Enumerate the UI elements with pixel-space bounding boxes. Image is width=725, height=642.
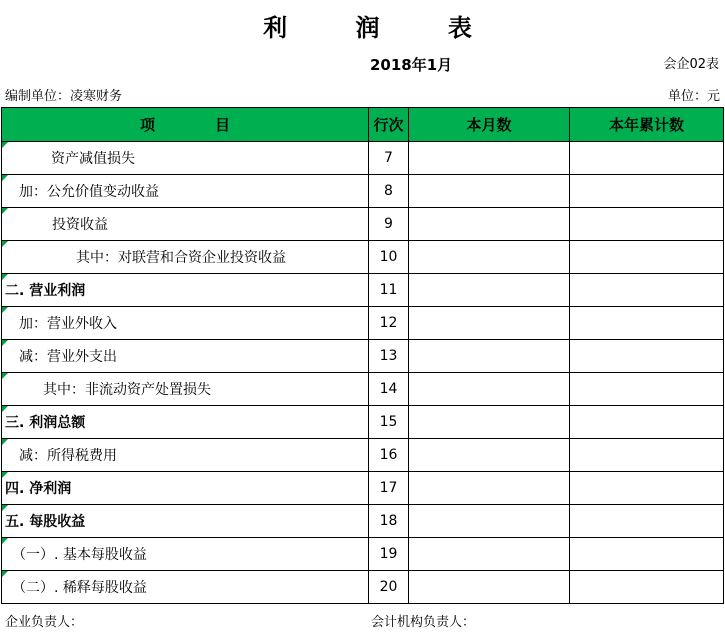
ytd-cell[interactable] — [570, 406, 724, 439]
ytd-cell[interactable] — [570, 340, 724, 373]
header-month: 本月数 — [409, 108, 570, 142]
line-cell[interactable]: 14 — [369, 373, 409, 406]
table-row — [2, 439, 724, 472]
line-cell[interactable]: 7 — [369, 142, 409, 175]
ytd-cell[interactable] — [570, 241, 724, 274]
month-cell[interactable] — [409, 274, 570, 307]
month-cell[interactable] — [409, 175, 570, 208]
table-row — [2, 307, 724, 340]
ytd-cell[interactable] — [570, 439, 724, 472]
item-cell[interactable]: 减：营业外支出 — [2, 340, 369, 373]
line-cell[interactable]: 9 — [369, 208, 409, 241]
ytd-cell[interactable] — [570, 373, 724, 406]
item-cell[interactable]: 五. 每股收益 — [2, 505, 369, 538]
month-cell[interactable] — [409, 406, 570, 439]
ytd-cell[interactable] — [570, 571, 724, 604]
month-cell[interactable] — [409, 472, 570, 505]
month-cell[interactable] — [409, 340, 570, 373]
table-row — [2, 274, 724, 307]
item-cell[interactable]: 减：所得税费用 — [2, 439, 369, 472]
item-cell[interactable]: 三. 利润总额 — [2, 406, 369, 439]
month-cell[interactable] — [409, 505, 570, 538]
form-code: 会企02表 — [663, 57, 719, 72]
ytd-cell[interactable] — [570, 505, 724, 538]
line-cell[interactable]: 8 — [369, 175, 409, 208]
item-cell[interactable]: （一）. 基本每股收益 — [2, 538, 369, 571]
table-row — [2, 406, 724, 439]
month-cell[interactable] — [409, 571, 570, 604]
month-cell[interactable] — [409, 307, 570, 340]
item-cell[interactable]: 其中：非流动资产处置损失 — [2, 373, 369, 406]
item-cell[interactable]: 资产减值损失 — [2, 142, 369, 175]
line-cell[interactable]: 19 — [369, 538, 409, 571]
table-row — [2, 208, 724, 241]
header-item: 项 目 — [2, 108, 369, 142]
line-cell[interactable]: 10 — [369, 241, 409, 274]
table-row — [2, 505, 724, 538]
table-row — [2, 472, 724, 505]
line-cell[interactable]: 11 — [369, 274, 409, 307]
item-cell[interactable]: 加：营业外收入 — [2, 307, 369, 340]
report-period: 2018年1月 — [370, 56, 453, 74]
ytd-cell[interactable] — [570, 208, 724, 241]
accounting-head-label: 会计机构负责人： — [371, 615, 476, 630]
month-cell[interactable] — [409, 373, 570, 406]
table-row — [2, 241, 724, 274]
line-cell[interactable]: 20 — [369, 571, 409, 604]
table-row — [2, 571, 724, 604]
line-cell[interactable]: 16 — [369, 439, 409, 472]
table-row — [2, 175, 724, 208]
header-ytd: 本年累计数 — [570, 108, 724, 142]
table-row — [2, 142, 724, 175]
month-cell[interactable] — [409, 538, 570, 571]
line-cell[interactable]: 15 — [369, 406, 409, 439]
ytd-cell[interactable] — [570, 142, 724, 175]
line-cell[interactable]: 17 — [369, 472, 409, 505]
item-cell[interactable]: 四. 净利润 — [2, 472, 369, 505]
line-cell[interactable]: 18 — [369, 505, 409, 538]
table-row — [2, 538, 724, 571]
ytd-cell[interactable] — [570, 472, 724, 505]
table-row — [2, 340, 724, 373]
ytd-cell[interactable] — [570, 175, 724, 208]
item-cell[interactable]: 其中：对联营和合资企业投资收益 — [2, 241, 369, 274]
line-cell[interactable]: 12 — [369, 307, 409, 340]
month-cell[interactable] — [409, 208, 570, 241]
table-row — [2, 373, 724, 406]
item-cell[interactable]: （二）. 稀释每股收益 — [2, 571, 369, 604]
month-cell[interactable] — [409, 241, 570, 274]
item-cell[interactable]: 二. 营业利润 — [2, 274, 369, 307]
line-cell[interactable]: 13 — [369, 340, 409, 373]
month-cell[interactable] — [409, 439, 570, 472]
month-cell[interactable] — [409, 142, 570, 175]
ytd-cell[interactable] — [570, 307, 724, 340]
item-cell[interactable]: 加：公允价值变动收益 — [2, 175, 369, 208]
report-title: 利 润 表 — [263, 14, 502, 42]
ytd-cell[interactable] — [570, 538, 724, 571]
table-header-row — [2, 108, 724, 142]
ytd-cell[interactable] — [570, 274, 724, 307]
item-cell[interactable]: 投资收益 — [2, 208, 369, 241]
compiler-label: 编制单位：凌寒财务 — [5, 89, 123, 104]
enterprise-head-label: 企业负责人： — [5, 615, 84, 630]
income-statement-table — [1, 107, 724, 604]
unit-label: 单位：元 — [667, 89, 720, 104]
header-line: 行次 — [369, 108, 409, 142]
